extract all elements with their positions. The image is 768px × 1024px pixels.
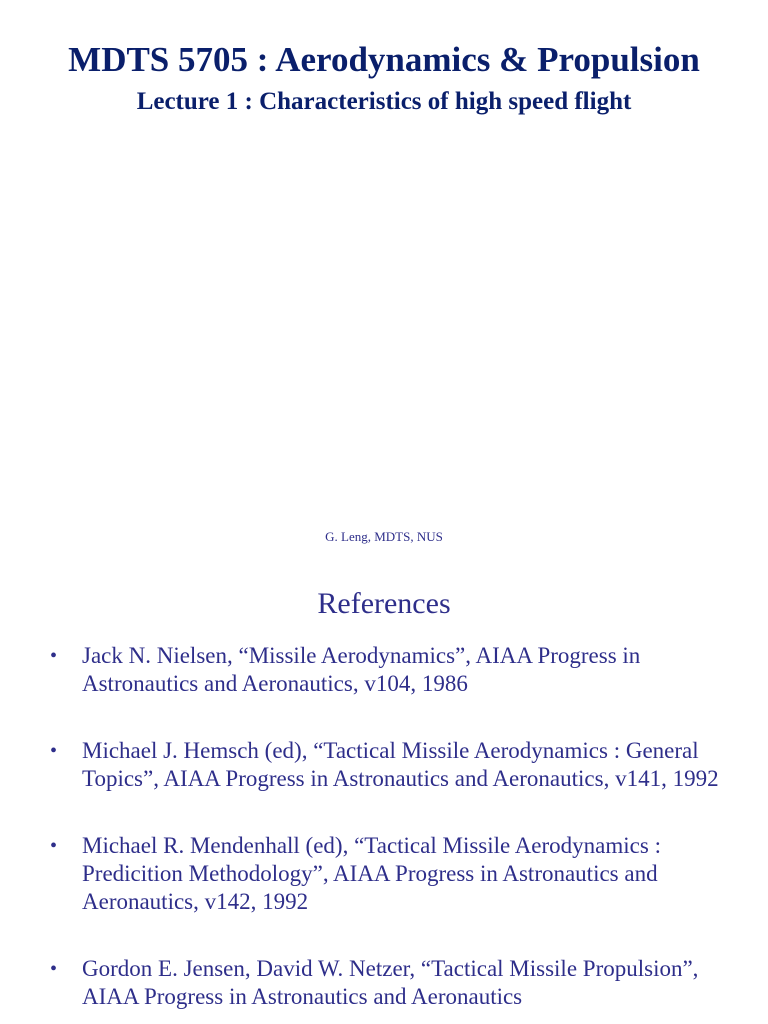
reference-text: Michael R. Mendenhall (ed), “Tactical Missile Aerodynamics : Predicition Methodology”, AIAA Progress in Astronautics and Aeronautics, v142, 1992	[82, 833, 661, 914]
slide-subtitle: Lecture 1 : Characteristics of high speed flight	[136, 88, 632, 115]
bullet-icon: •	[50, 740, 58, 762]
references-list	[0, 642, 768, 1011]
reference-item	[0, 832, 768, 916]
references-heading: References	[317, 587, 451, 620]
reference-item	[0, 642, 768, 698]
bullet-icon: •	[50, 835, 58, 857]
bullet-icon: •	[50, 958, 58, 980]
bullet-icon: •	[50, 645, 58, 667]
reference-text: Gordon E. Jensen, David W. Netzer, “Tactical Missile Propulsion”, AIAA Progress in Astronautics and Aeronautics	[82, 956, 699, 1009]
reference-item	[0, 737, 768, 793]
reference-text: Jack N. Nielsen, “Missile Aerodynamics”, AIAA Progress in Astronautics and Aeronautics, v104, 1986	[82, 643, 641, 696]
references-slide	[0, 560, 768, 1024]
slide-title: MDTS 5705 : Aerodynamics & Propulsion	[68, 40, 700, 79]
reference-text: Michael J. Hemsch (ed), “Tactical Missile Aerodynamics : General Topics”, AIAA Progress in Astronautics and Aeronautics, v141, 1992	[82, 738, 719, 791]
slide-footer: G. Leng, MDTS, NUS	[325, 529, 443, 544]
reference-item	[0, 955, 768, 1011]
